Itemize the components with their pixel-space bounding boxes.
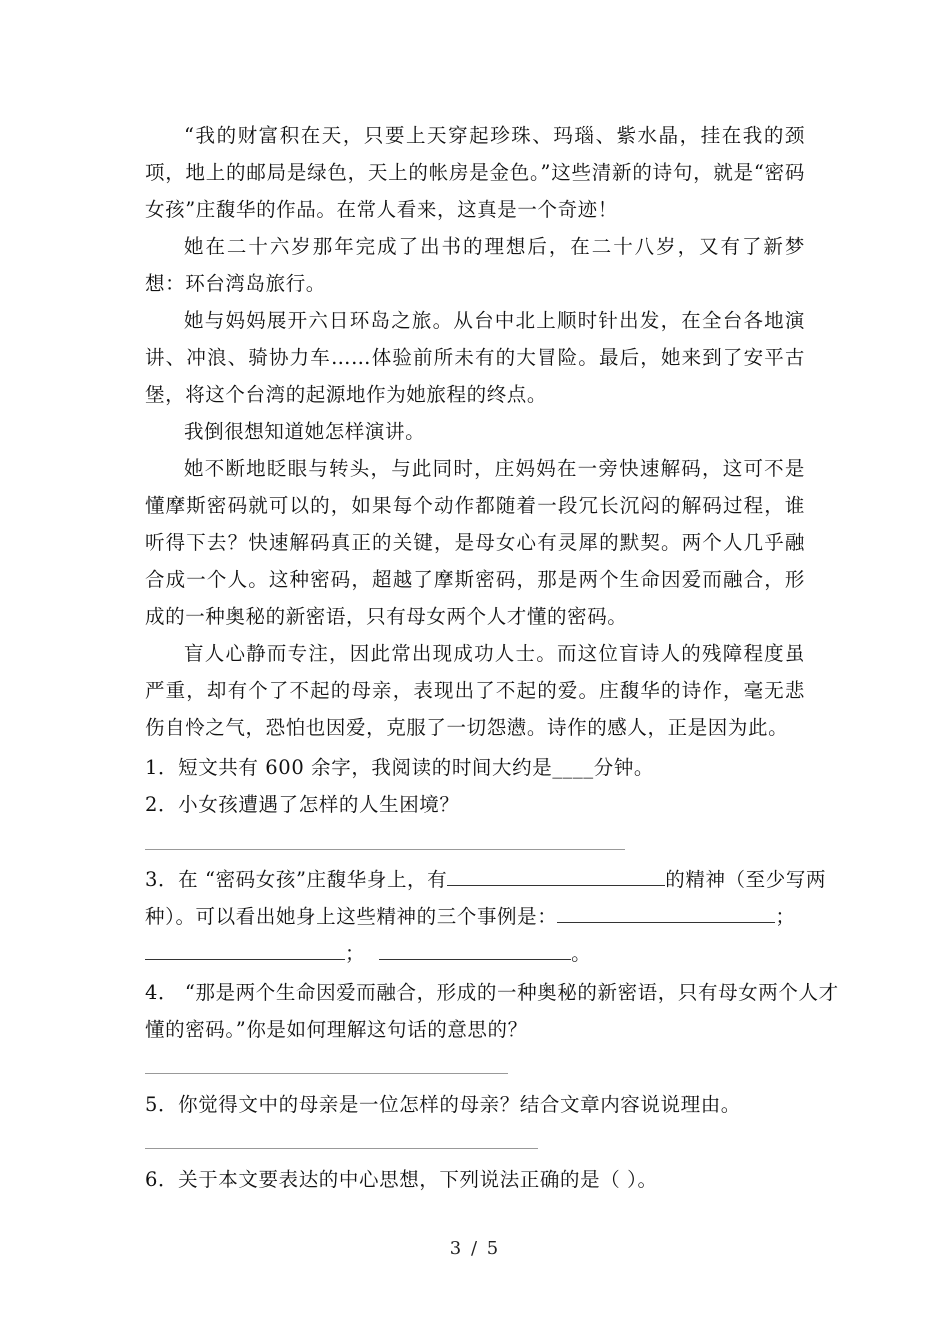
paragraph-3: 她与妈妈展开六日环岛之旅。从台中北上顺时针出发，在全台各地演讲、冲浪、骑协力车……体验前所未有的大冒险。最后，她来到了安平古堡，将这个台湾的起源地作为她旅程的终点。 [145, 309, 805, 406]
question-1 [145, 750, 805, 786]
paragraph-1: “我的财富积在天，只要上天穿起珍珠、玛瑙、紫水晶，挂在我的颈项，地上的邮局是绿色，天上的帐房是金色。”这些清新的诗句，就是“密码女孩”庄馥华的作品。在常人看来，这真是一个奇迹！ [145, 124, 805, 221]
question-3-line-2 [145, 899, 805, 935]
question-1-suffix: 分钟。 [593, 756, 655, 779]
paragraph-2: 她在二十六岁那年完成了出书的理想后，在二十八岁，又有了新梦想：环台湾岛旅行。 [145, 235, 805, 295]
question-3-blank-example-3[interactable] [379, 941, 571, 960]
question-2: 2．小女孩遭遇了怎样的人生困境？ [145, 793, 460, 816]
question-3-sep-2: ； [345, 942, 366, 965]
page-number: 3 / 5 [449, 1238, 501, 1259]
question-6: 6．关于本文要表达的中心思想，下列说法正确的是（ ）。 [145, 1168, 658, 1191]
paragraph-4: 我倒很想知道她怎样演讲。 [184, 420, 426, 443]
question-3-text-b: 的精神（至少写两 [665, 868, 827, 891]
answer-line-2[interactable] [145, 849, 625, 850]
question-3-blank-spirit[interactable] [447, 867, 665, 886]
answer-line-4[interactable] [145, 1073, 508, 1074]
question-3-text: 3．在 “密码女孩”庄馥华身上，有 [145, 868, 448, 891]
question-3-text-c: 种）。可以看出她身上这些精神的三个事例是： [145, 905, 558, 928]
paragraph-6: 盲人心静而专注，因此常出现成功人士。而这位盲诗人的残障程度虽严重，却有个了不起的母亲，表现出了不起的爱。庄馥华的诗作，毫无悲伤自怜之气，恐怕也因爱，克服了一切怨懑。诗作的感人，正是因为此。 [145, 642, 805, 739]
question-3-end: 。 [571, 942, 592, 965]
question-1-text: 1．短文共有 600 余字，我阅读的时间大约是 [145, 756, 553, 779]
question-3-line-3 [145, 936, 805, 972]
question-3-blank-example-1[interactable] [557, 904, 775, 923]
question-4-line-2: 懂的密码。”你是如何理解这句话的意思的？ [145, 1018, 528, 1041]
question-5: 5．你觉得文中的母亲是一位怎样的母亲？结合文章内容说说理由。 [145, 1093, 741, 1116]
answer-line-5[interactable] [145, 1148, 538, 1149]
question-3-line-1 [145, 862, 827, 898]
question-4-line-1: 4． “那是两个生命因爱而融合，形成的一种奥秘的新密语，只有母女两个人才 [145, 981, 839, 1004]
question-3-sep-1: ； [775, 905, 796, 928]
question-3-blank-example-2[interactable] [145, 941, 345, 960]
paragraph-5: 她不断地眨眼与转头，与此同时，庄妈妈在一旁快速解码，这可不是懂摩斯密码就可以的，如果每个动作都随着一段冗长沉闷的解码过程，谁听得下去？快速解码真正的关键，是母女心有灵犀的默契。两个人几乎融合成一个人。这种密码，超越了摩斯密码，那是两个生命因爱而融合，形成的一种奥秘的新密语，只有母女两个人才懂的密码。 [145, 457, 805, 628]
question-1-blank[interactable]: ____ [552, 756, 594, 779]
